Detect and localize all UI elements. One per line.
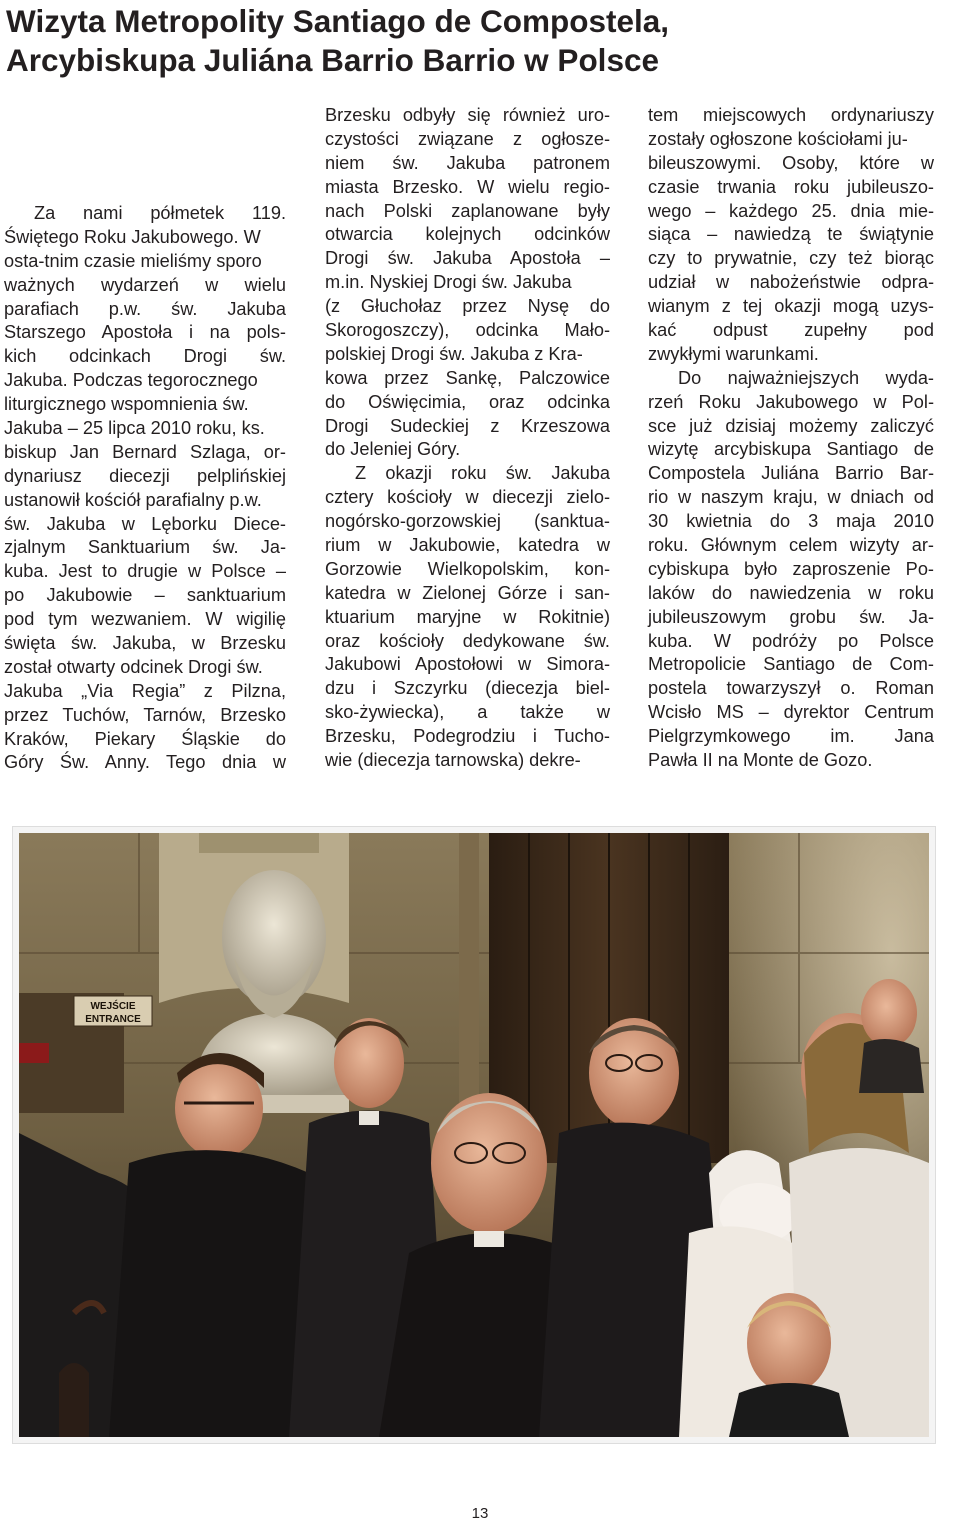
text-line: rium w Jakubowie, katedra w bbox=[325, 535, 610, 556]
text-line: otwarcia kolejnych odcinków bbox=[325, 224, 610, 245]
text-line: niem św. Jakuba patronem bbox=[325, 152, 610, 173]
text-line: Kraków, Piekary Śląskie do bbox=[4, 728, 286, 749]
text-line: Świętego Roku Jakubowego. W bbox=[4, 226, 261, 247]
text-line: Metropolicie Santiago de Com- bbox=[648, 654, 934, 675]
text-column-1 bbox=[4, 202, 286, 775]
title-line-2: Arcybiskupa Juliána Barrio Barrio w Polsce bbox=[6, 42, 659, 78]
text-line: Góry Św. Anny. Tego dnia w bbox=[4, 752, 286, 773]
text-line: ustanowił kościół parafialny p.w. bbox=[4, 489, 262, 510]
text-line: przez Tuchów, Tarnów, Brzesko bbox=[4, 704, 286, 725]
text-line: ważnych wydarzeń w wielu bbox=[4, 274, 286, 295]
text-line: bileuszowymi. Osoby, które w bbox=[648, 152, 934, 173]
text-line: dynariusz diecezji pelplińskiej bbox=[4, 465, 286, 486]
text-line: tem miejscowych ordynariuszy bbox=[648, 105, 934, 125]
text-line: Brzesku odbyły się również uro- bbox=[325, 105, 610, 125]
text-line: polskiej Drogi św. Jakuba z Kra- bbox=[325, 343, 583, 364]
text-line: Skorogoszczy), odcinka Mało- bbox=[325, 320, 610, 341]
text-line: cztery kościoły w diecezji zielo- bbox=[325, 487, 610, 508]
text-line: kowa przez Sankę, Palczowice bbox=[325, 367, 610, 388]
text-line: kać odpust zupełny pod bbox=[648, 320, 934, 341]
text-line: dzu i Szczyrku (diecezja biel- bbox=[325, 678, 610, 699]
text-line: siąca – nawiedzą te świątynie bbox=[648, 224, 934, 245]
text-line: biskup Jan Bernard Szlaga, or- bbox=[4, 441, 286, 462]
text-line: Compostela Juliána Barrio Bar- bbox=[648, 463, 934, 484]
text-line: roku. Głównym celem wizyty ar- bbox=[648, 535, 934, 556]
title-line-1: Wizyta Metropolity Santiago de Compostela, bbox=[6, 3, 670, 39]
text-line: zostały ogłoszone kościołami ju- bbox=[648, 128, 908, 149]
text-line: oraz kościoły dedykowane św. bbox=[325, 630, 610, 651]
text-line: postela towarzyszył o. Roman bbox=[648, 678, 934, 699]
text-line: wego – każdego 25. dnia mie- bbox=[648, 200, 934, 221]
text-line: wie (diecezja tarnowska) dekre- bbox=[325, 750, 581, 771]
text-line: do Jeleniej Góry. bbox=[325, 439, 461, 460]
text-line: został otwarty odcinek Drogi św. bbox=[4, 656, 263, 677]
text-line: jubileuszowym grobu św. Ja- bbox=[648, 606, 934, 627]
text-line: liturgicznego wspomnienia św. bbox=[4, 394, 249, 415]
text-line: zwykłymi warunkami. bbox=[648, 343, 819, 364]
text-line: m.in. Nyskiej Drogi św. Jakuba bbox=[325, 272, 572, 293]
text-line: po Jakubowie – sanktuarium bbox=[4, 585, 286, 606]
text-line: Za nami półmetek 119. bbox=[34, 203, 286, 223]
text-line: katedra w Zielonej Górze i san- bbox=[325, 582, 610, 603]
text-line: parafiach p.w. św. Jakuba bbox=[4, 298, 286, 319]
text-line: cybiskupa było zaproszenie Po- bbox=[648, 558, 934, 579]
text-line: laków do nawiedzenia w roku bbox=[648, 582, 934, 603]
text-column-2 bbox=[325, 104, 610, 773]
text-line: Starszego Apostoła i na pols- bbox=[4, 322, 286, 343]
text-line: miasta Brzesko. W wielu regio- bbox=[325, 176, 610, 197]
text-line: rio w naszym kraju, w dniach od bbox=[648, 487, 934, 508]
text-line: wianym z tej okazji mogą uzys- bbox=[648, 296, 934, 317]
text-line: Pawła II na Monte de Gozo. bbox=[648, 750, 873, 771]
text-line: kich odcinkach Drogi św. bbox=[4, 346, 286, 367]
text-line: Jakuba „Via Regia” z Pilzna, bbox=[4, 680, 286, 701]
text-line: Drogi Sudeckiej z Krzeszowa bbox=[325, 415, 610, 436]
text-line: ktuarium maryjne w Rokitnie) bbox=[325, 606, 610, 627]
text-line: Jakuba – 25 lipca 2010 roku, ks. bbox=[4, 418, 265, 439]
text-line: zjalnym Sanktuarium św. Ja- bbox=[4, 537, 286, 558]
sign-text-wejscie: WEJŚCIE bbox=[90, 1001, 136, 1012]
text-line: nogórsko-gorzowskiej (sanktua- bbox=[325, 511, 610, 532]
photo-frame bbox=[12, 826, 936, 1444]
photo-archbishop-visit bbox=[19, 833, 929, 1437]
entrance-sign bbox=[74, 996, 152, 1026]
text-line: sko-żywiecka), a także w bbox=[325, 702, 610, 723]
text-line: czystości związane z ogłosze- bbox=[325, 128, 610, 149]
text-line: kuba. W podróży po Polsce bbox=[648, 630, 934, 651]
text-line: czasie trwania roku jubileuszo- bbox=[648, 176, 934, 197]
sign-text-entrance: ENTRANCE bbox=[85, 1014, 141, 1025]
text-line: (z Głuchołaz przez Nysę do bbox=[325, 296, 610, 317]
text-line: nach Polski zaplanowane były bbox=[325, 200, 610, 221]
text-line: osta-tnim czasie mieliśmy sporo bbox=[4, 250, 262, 271]
text-line: 30 kwietnia do 3 maja 2010 bbox=[648, 511, 934, 532]
text-line: św. Jakuba w Lęborku Diece- bbox=[4, 513, 286, 534]
text-line: kuba. Jest to drugie w Polsce – bbox=[4, 561, 286, 582]
text-line: Jakuba. Podczas tegorocznego bbox=[4, 370, 258, 391]
text-line: Pielgrzymkowego im. Jana bbox=[648, 726, 934, 747]
text-column-3 bbox=[648, 104, 934, 773]
text-line: Z okazji roku św. Jakuba bbox=[355, 463, 610, 484]
text-line: Brzesku, Podegrodziu i Tucho- bbox=[325, 726, 610, 747]
text-line: sce już dzisiaj możemy zaliczyć bbox=[648, 415, 934, 436]
page-number: 13 bbox=[471, 1505, 489, 1522]
text-line: Do najważniejszych wyda- bbox=[678, 367, 934, 388]
text-line: czy to prywatnie, czy też biorąc bbox=[648, 248, 934, 269]
text-line: wizytę arcybiskupa Santiago de bbox=[648, 439, 934, 460]
text-line: do Oświęcimia, oraz odcinka bbox=[325, 391, 610, 412]
article-title bbox=[6, 2, 946, 80]
text-line: rzeń Roku Jakubowego w Pol- bbox=[648, 391, 934, 412]
text-line: pod tym wezwaniem. W wigilię bbox=[4, 609, 286, 630]
text-line: Wcisło MS – dyrektor Centrum bbox=[648, 702, 934, 723]
text-line: Jakubowi Apostołowi w Simora- bbox=[325, 654, 610, 675]
text-line: Gorzowie Wielkopolskim, kon- bbox=[325, 558, 610, 579]
text-line: Drogi św. Jakuba Apostoła – bbox=[325, 248, 610, 269]
text-line: święta św. Jakuba, w Brzesku bbox=[4, 633, 286, 654]
text-line: udział w nabożeństwie odpra- bbox=[648, 272, 934, 293]
